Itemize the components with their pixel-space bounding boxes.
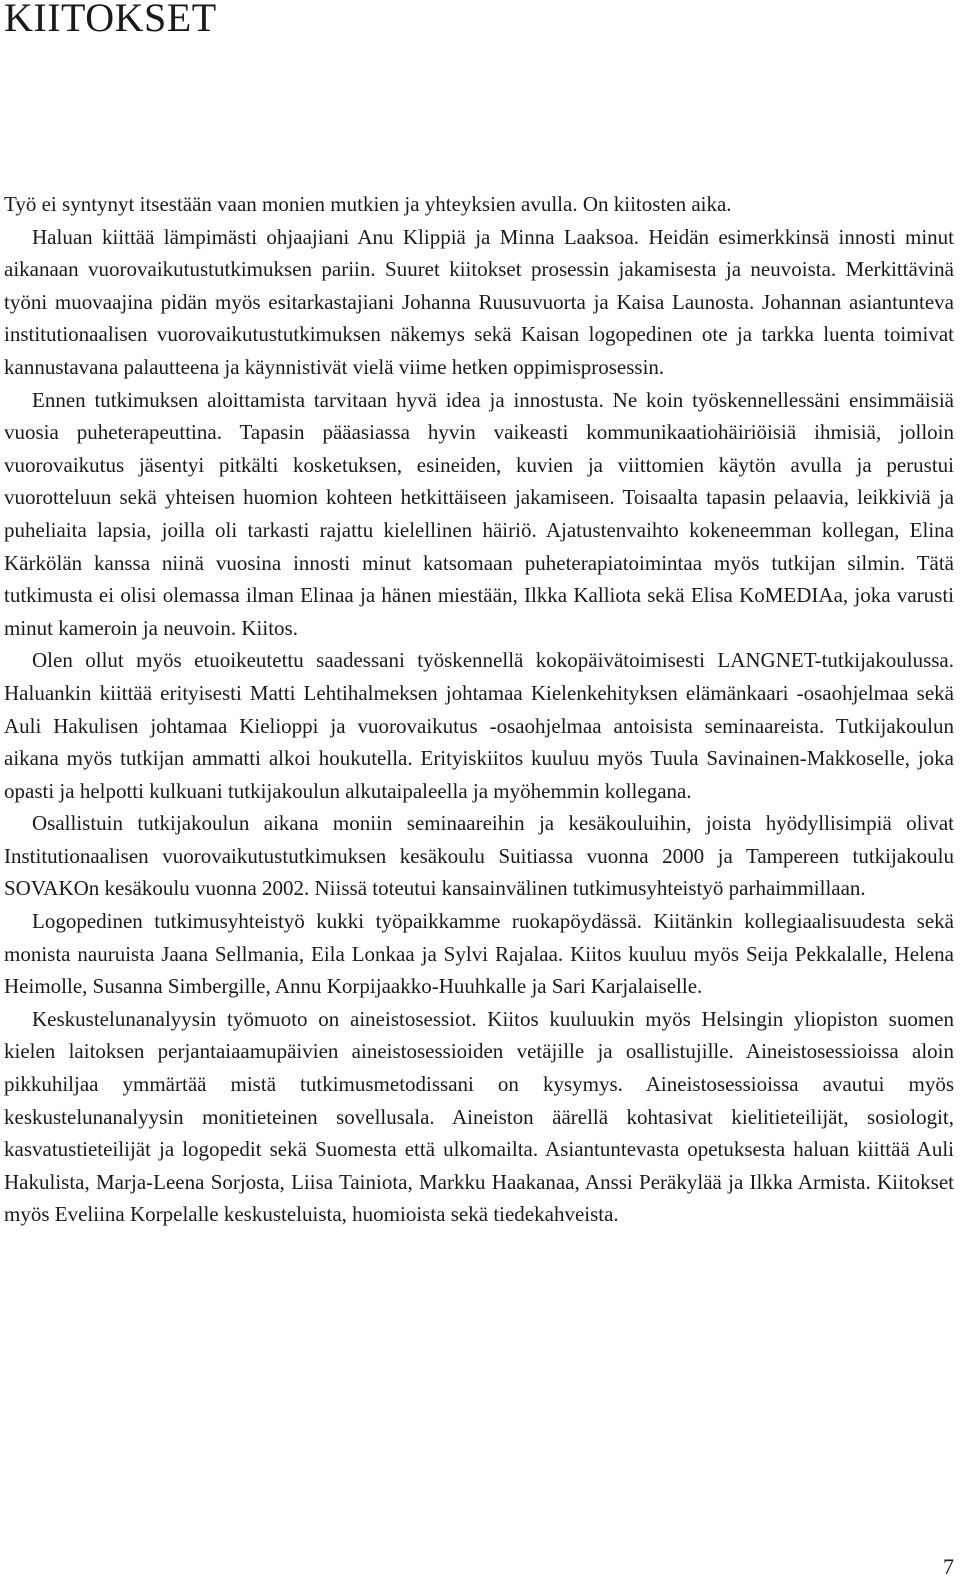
paragraph: Osallistuin tutkijakoulun aikana moniin seminaareihin ja kesäkouluihin, joista hyödyllisimpiä olivat Institutionaalisen vuorovaikutustutkimuksen kesäkoulu Suitiassa vuonna 2000 ja Tampereen tutkijakoulu SOVAKOn kesäkoulu vuonna 2002. Niissä toteutui kansainvälinen tutkimusyhteistyö parhaimmillaan.	[4, 811, 954, 901]
page-number: 7	[943, 1554, 954, 1579]
paragraph: Työ ei syntynyt itsestään vaan monien mutkien ja yhteyksien avulla. On kiitosten aika.	[4, 192, 732, 216]
paragraph: Keskustelunanalyysin työmuoto on aineistosessiot. Kiitos kuuluukin myös Helsingin yliopiston suomen kielen laitoksen perjantaiaamupäivien aineistosessioiden vetäjille ja osallistujille. Aineistosessioissa aloin pikkuhiljaa ymmärtää mistä tutkimusmetodissani on kysymys. Aineistosessioissa avautui myös keskustelunanalyysin monitieteinen sovellusala. Aineiston äärellä kohtasivat kielitieteilijät, sosiologit, kasvatustieteilijät ja logopedit sekä Suomesta että ulkomailta. Asiantuntevasta opetuksesta haluan kiittää Auli Hakulista, Marja-Leena Sorjosta, Liisa Tainiota, Markku Haakanaa, Anssi Peräkylää ja Ilkka Armista. Kiitokset myös Eveliina Korpelalle keskusteluista, huomioista sekä tiedekahveista.	[4, 1006, 954, 1227]
paragraph: Ennen tutkimuksen aloittamista tarvitaan hyvä idea ja innostusta. Ne koin työskennellessäni ensimmäisiä vuosia puheterapeuttina. Tapasin pääasiassa hyvin vaikeasti kommunikaatiohäiriöisiä ihmisiä, jolloin vuorovaikutus jäsentyi pitkälti kosketuksen, esineiden, kuvien ja viittomien käytön avulla ja perustui vuorotteluun sekä yhteisen huomion kohteen hetkittäiseen jakamiseen. Toisaalta tapasin pelaavia, leikkiviä ja puheliaita lapsia, joilla oli tarkasti rajattu kielellinen häiriö. Ajatustenvaihto kokeneemman kollegan, Elina Kärkölän kanssa niinä vuosina innosti minut katsomaan puheterapiatoimintaa myös tutkijan silmin. Tätä tutkimusta ei olisi olemassa ilman Elinaa ja hänen miestään, Ilkka Kalliota sekä Elisa KoMEDIAa, joka varusti minut kameroin ja neuvoin. Kiitos.	[4, 387, 954, 640]
paragraph: Olen ollut myös etuoikeutettu saadessani työskennellä kokopäivätoimisesti LANGNET-tutkijakoulussa. Haluankin kiittää erityisesti Matti Lehtihalmeksen johtamaa Kielenkehityksen elämänkaari -osaohjelmaa sekä Auli Hakulisen johtamaa Kielioppi ja vuorovaikutus -osaohjelmaa antoisista seminaareista. Tutkijakoulun aikana myös tutkijan ammatti alkoi houkutella. Erityiskiitos kuuluu myös Tuula Savinainen-Makkoselle, joka opasti ja helpotti kulkuani tutkijakoulun alkutaipaleella ja myöhemmin kollegana.	[4, 648, 954, 803]
page-title: KIITOKSET	[4, 0, 217, 40]
paragraph: Haluan kiittää lämpimästi ohjaajiani Anu Klippiä ja Minna Laaksoa. Heidän esimerkkinsä innosti minut aikanaan vuorovaikutustutkimuksen pariin. Suuret kiitokset prosessin jakamisesta ja neuvoista. Merkittävinä työni muovaajina pidän myös esitarkastajiani Johanna Ruusuvuorta ja Kaisa Launosta. Johannan asiantunteva institutionaalisen vuorovaikutustutkimuksen näkemys sekä Kaisan logopedinen ote ja tarkka luenta toimivat kannustavana palautteena ja käynnistivät vielä viime hetken oppimisprosessin.	[4, 224, 954, 379]
body-text	[4, 188, 954, 1231]
paragraph: Logopedinen tutkimusyhteistyö kukki työpaikkamme ruokapöydässä. Kiitänkin kollegiaalisuudesta sekä monista nauruista Jaana Sellmania, Eila Lonkaa ja Sylvi Rajalaa. Kiitos kuuluu myös Seija Pekkalalle, Helena Heimolle, Susanna Simbergille, Annu Korpijaakko-Huuhkalle ja Sari Karjalaiselle.	[4, 909, 954, 999]
